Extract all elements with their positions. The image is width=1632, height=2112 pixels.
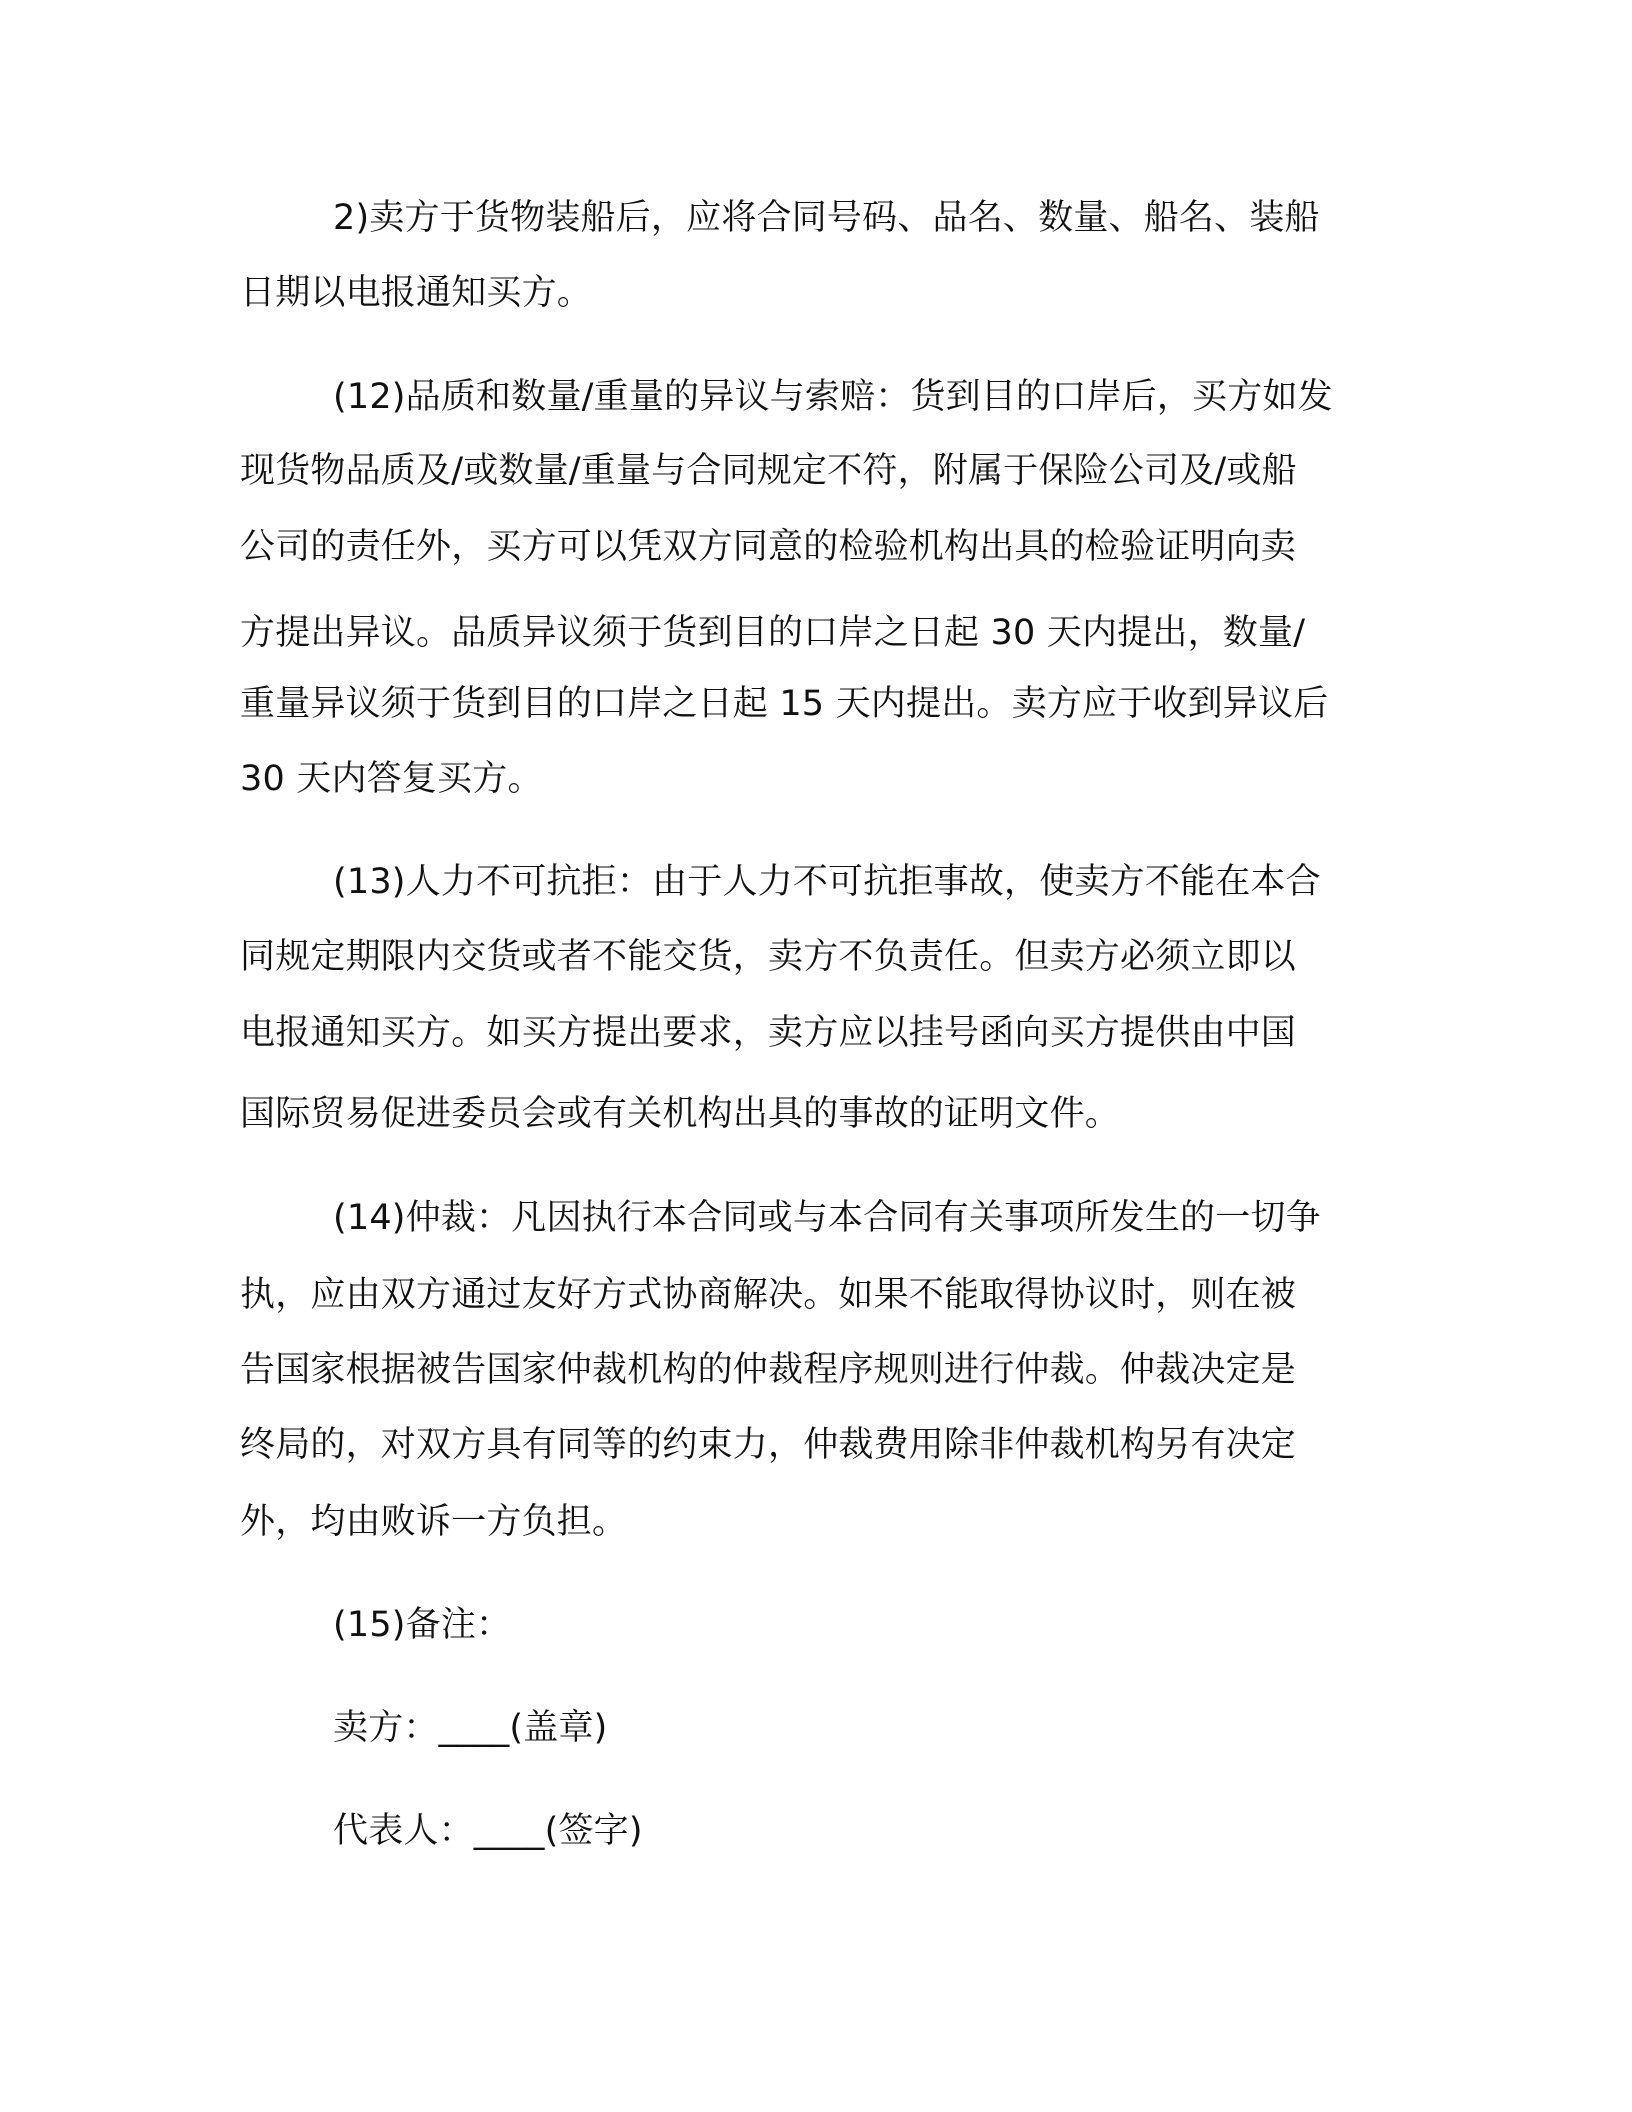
clause-14-line-1: (14)仲裁：凡因执行本合同或与本合同有关事项所发生的一切争 [333, 1198, 1321, 1238]
clause-12-line-5: 重量异议须于货到目的口岸之日起 15 天内提出。卖方应于收到异议后 [240, 684, 1329, 724]
representative-signature-line: 代表人：____(签字) [333, 1811, 643, 1851]
clause-14-line-5: 外，均由败诉一方负担。 [240, 1502, 628, 1542]
clause-12-line-6: 30 天内答复买方。 [240, 759, 543, 799]
clause-14-line-3: 告国家根据被告国家仲裁机构的仲裁程序规则进行仲裁。仲裁决定是 [240, 1350, 1297, 1390]
clause-13-line-4: 国际贸易促进委员会或有关机构出具的事故的证明文件。 [240, 1094, 1121, 1134]
clause-12-line-2: 现货物品质及/或数量/重量与合同规定不符，附属于保险公司及/或船 [240, 451, 1297, 491]
clause-12-line-3: 公司的责任外，买方可以凭双方同意的检验机构出具的检验证明向卖 [240, 527, 1297, 567]
clause-15-remarks: (15)备注： [333, 1605, 512, 1645]
clause-14-line-2: 执，应由双方通过友好方式协商解决。如果不能取得协议时，则在被 [240, 1275, 1297, 1315]
clause-12-line-1: (12)品质和数量/重量的异议与索赔：货到目的口岸后，买方如发 [333, 377, 1333, 417]
clause-14-line-4: 终局的，对双方具有同等的约束力，仲裁费用除非仲裁机构另有决定 [240, 1425, 1297, 1465]
clause-shipment-line-2: 日期以电报通知买方。 [240, 273, 593, 313]
clause-13-line-1: (13)人力不可抗拒：由于人力不可抗拒事故，使卖方不能在本合 [333, 862, 1321, 902]
seller-seal-line: 卖方：____(盖章) [333, 1708, 608, 1748]
clause-13-line-2: 同规定期限内交货或者不能交货，卖方不负责任。但卖方必须立即以 [240, 937, 1297, 977]
clause-13-line-3: 电报通知买方。如买方提出要求，卖方应以挂号函向买方提供由中国 [240, 1013, 1297, 1053]
clause-12-line-4: 方提出异议。品质异议须于货到目的口岸之日起 30 天内提出，数量/ [240, 613, 1306, 653]
clause-shipment-line-1: 2)卖方于货物装船后，应将合同号码、品名、数量、船名、装船 [333, 198, 1320, 238]
